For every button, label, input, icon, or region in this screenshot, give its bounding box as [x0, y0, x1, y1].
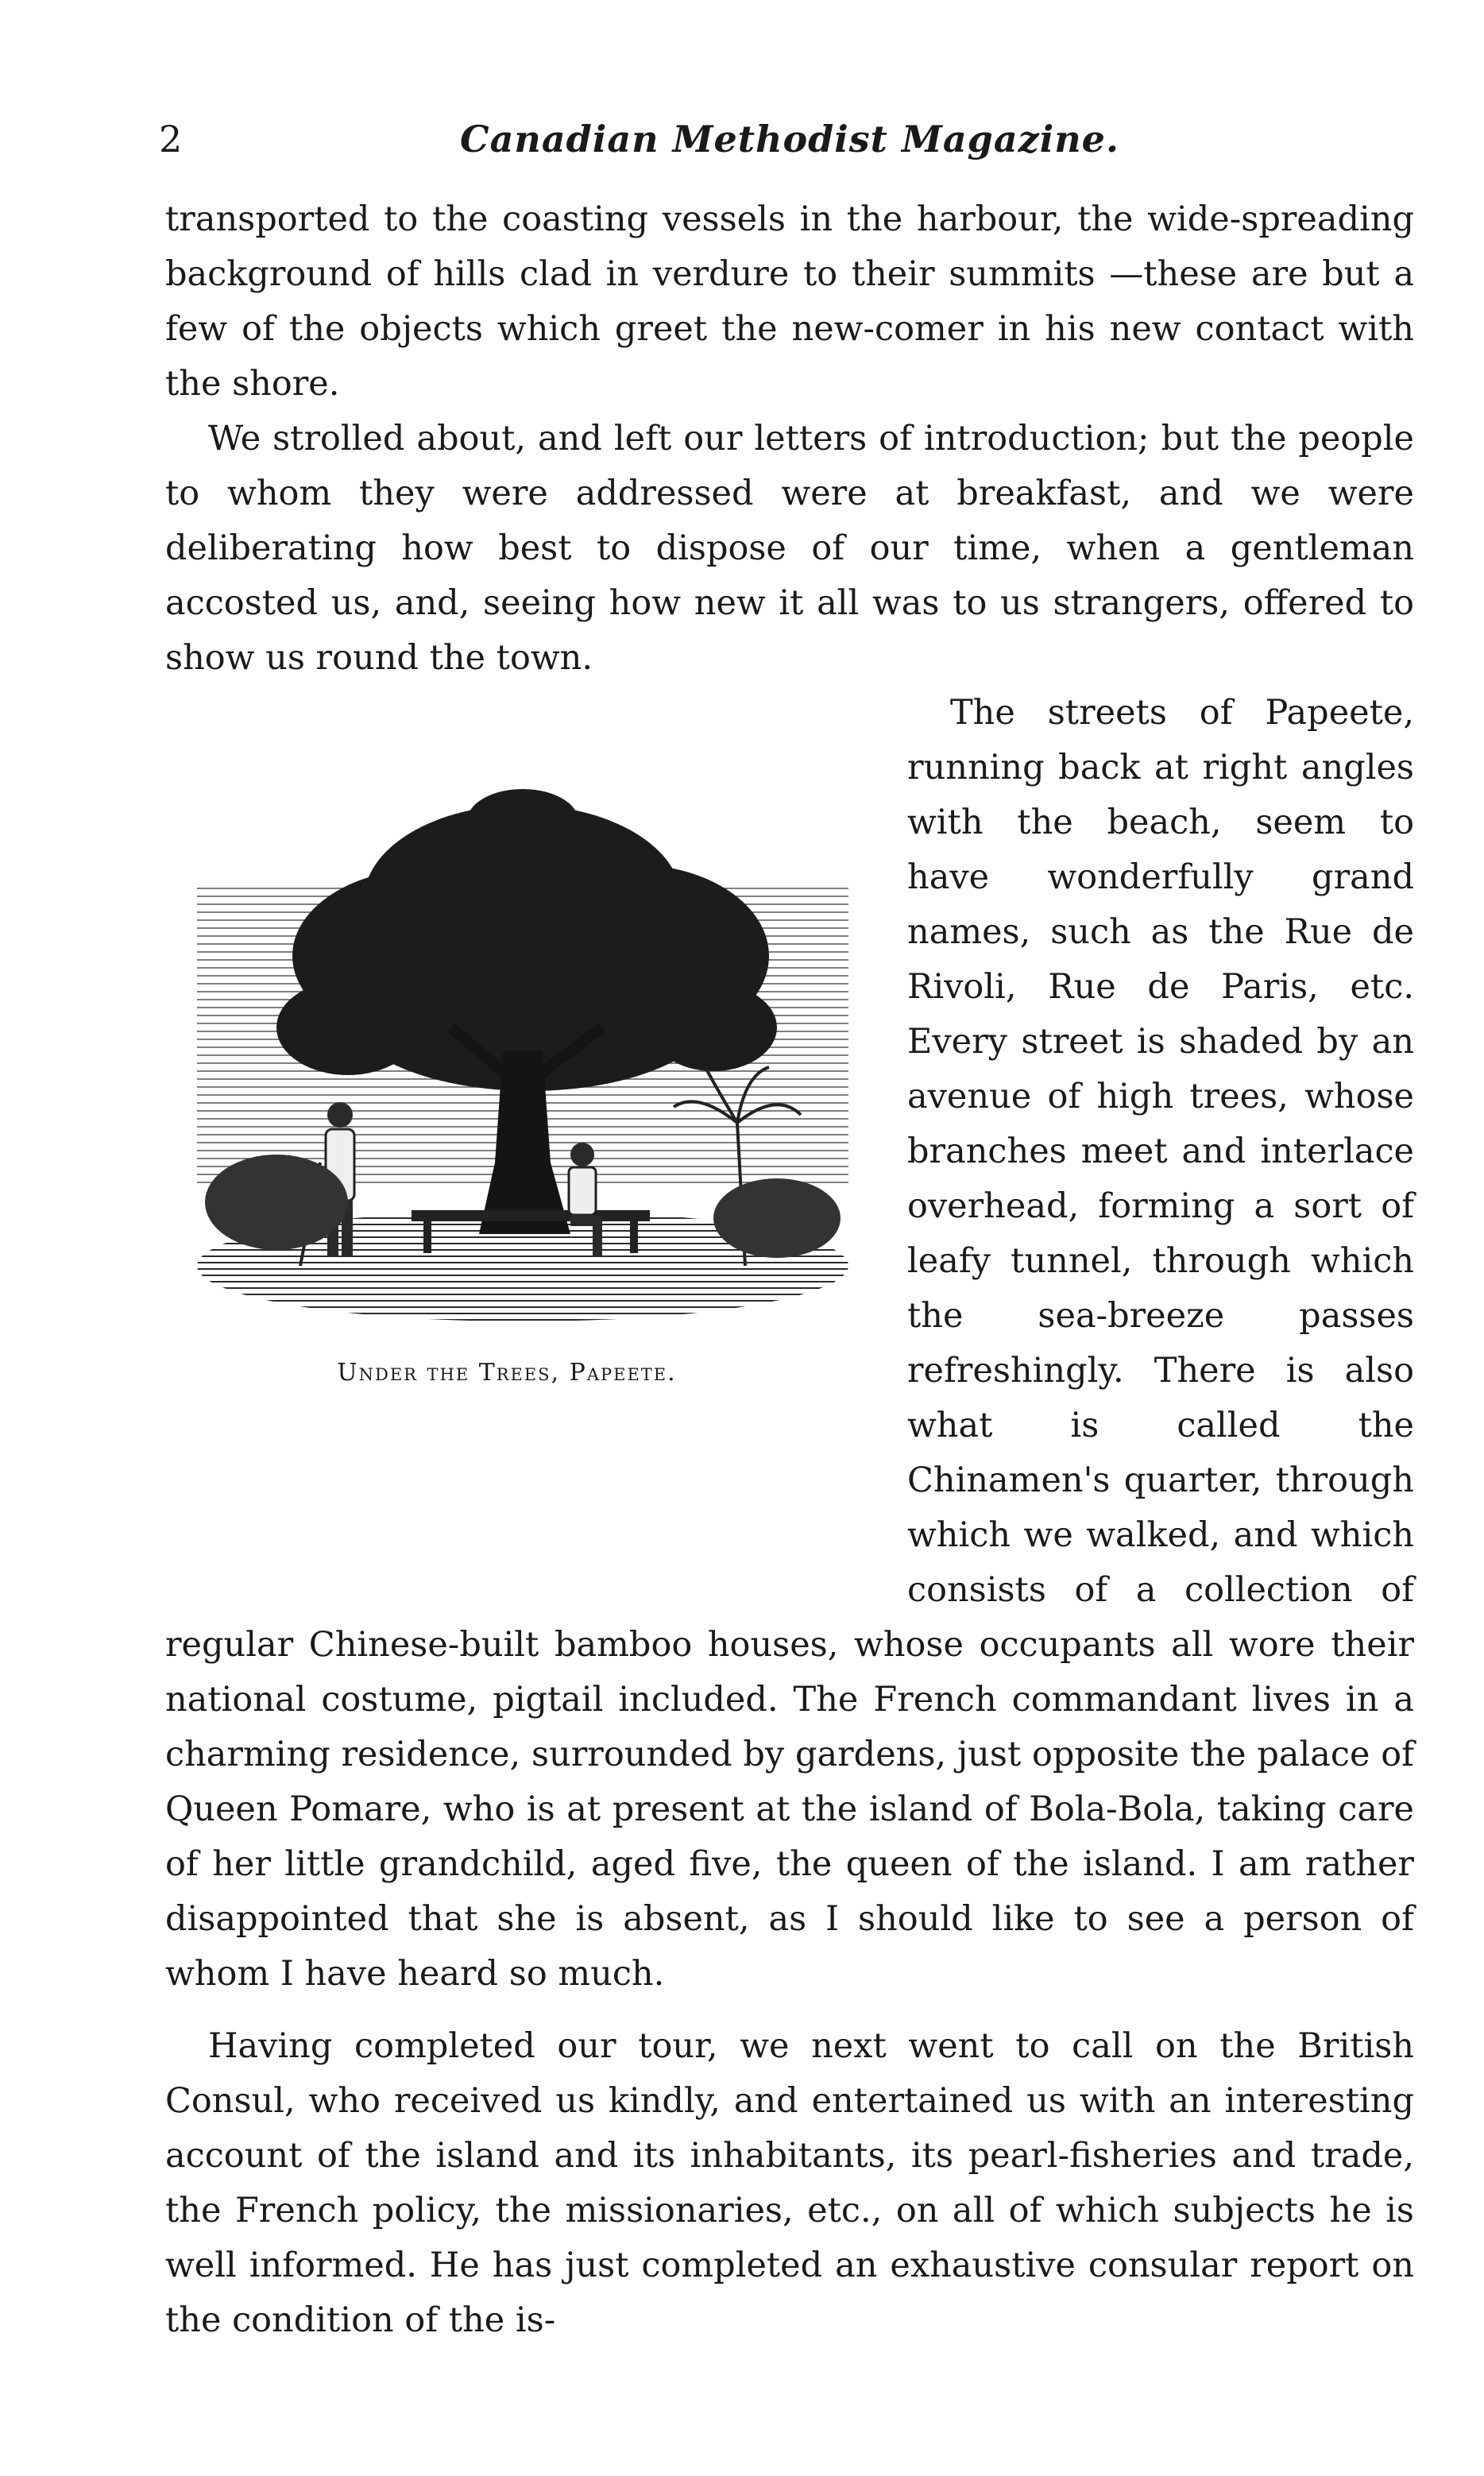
paragraph-3: The streets of Papeete, running back at right angles with the beach, seem to have wonderfully grand names, such as the Rue de Rivoli, Rue de Paris, etc. Every street is shaded by an avenue of high trees, whose branches meet and interlace overhead, forming a sort of leafy tunnel, through which the sea-breeze passes refreshingly. There is also what is called the Chinamen's quarter, through which we walked, and which consists of a collection of regular Chinese-built bamboo houses, whose occupants all wore their national costume, pigtail included. The French commandant lives in a charming residence, surrounded by gardens, just opposite the palace of Queen Pomare, who is at present at the island of Bola-Bola, taking care of her little grandchild, aged five, the queen of the island. I am rather disappointed that she is absent, as I should like to see a person of whom I have heard so much.: [165, 693, 1414, 1994]
magazine-title: Canadian Methodist Magazine.: [460, 118, 1119, 161]
page-number: 2: [159, 118, 183, 161]
figure-under-the-trees: [165, 686, 880, 1584]
paragraph-4: Having completed our tour, we next went to call on the British Consul, who received us kindly, and entertained us with an interesting account of the island and its inhabitants, its pearl-fisheries and trade, the French policy, the missionaries, etc., on all of which subjects he is well informed. He has just completed an exhaustive consular report on the condition of the is-: [165, 2026, 1414, 2340]
tree-engraving-illustration: [189, 789, 856, 1329]
article-body: [165, 192, 1414, 2348]
page: [159, 111, 1414, 2348]
paragraph-1: transported to the coasting vessels in the harbour, the wide-spreading background of hills clad in verdure to their summits —these are but a few of the objects which greet the new-comer in his new contact with the shore.: [165, 199, 1414, 404]
paragraph-2: We strolled about, and left our letters of introduction; but the people to whom they were addressed were at breakfast, and we were deliberating how best to dispose of our time, when a gentleman accosted us, and, seeing how new it all was to us strangers, offered to show us round the town.: [165, 419, 1414, 678]
figure-caption: Under the Trees, Papeete.: [337, 1359, 677, 1387]
running-head: [159, 111, 1414, 167]
